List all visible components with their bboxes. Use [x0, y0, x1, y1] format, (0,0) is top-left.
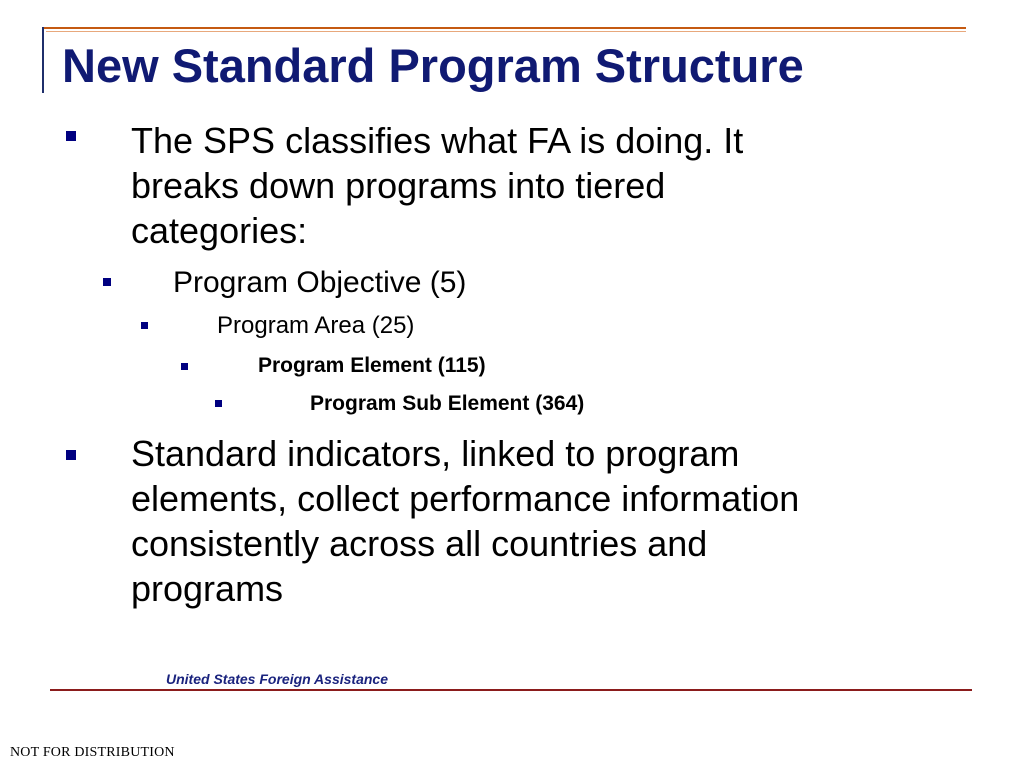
bullet-text-line: Standard indicators, linked to program: [131, 433, 740, 474]
title-frame-top-inner-line: [46, 31, 966, 32]
sub-bullet-text: Program Element (115): [258, 354, 486, 377]
square-bullet-icon: [66, 450, 76, 460]
sub-bullet-text: Program Objective (5): [173, 266, 467, 299]
title-frame-left-line: [42, 27, 44, 93]
square-bullet-icon: [66, 131, 76, 141]
bullet-text-line: breaks down programs into tiered: [131, 165, 666, 206]
square-bullet-icon: [103, 278, 111, 286]
sub-bullet-text: Program Sub Element (364): [310, 392, 585, 415]
title-frame-top-line: [44, 27, 966, 29]
bullet-text-line: categories:: [131, 210, 308, 251]
square-bullet-icon: [141, 322, 148, 329]
bullet-text-line: consistently across all countries and: [131, 523, 708, 564]
distribution-notice: NOT FOR DISTRIBUTION: [10, 745, 175, 760]
bullet-text-line: The SPS classifies what FA is doing. It: [131, 120, 744, 161]
bullet-text-line: programs: [131, 568, 284, 609]
footer-divider: [50, 689, 972, 691]
square-bullet-icon: [215, 400, 222, 407]
sub-bullet-text: Program Area (25): [217, 312, 415, 339]
bullet-text-line: elements, collect performance information: [131, 478, 800, 519]
slide-title: New Standard Program Structure: [62, 39, 804, 92]
square-bullet-icon: [181, 363, 188, 370]
footer-organization: United States Foreign Assistance: [166, 671, 388, 687]
